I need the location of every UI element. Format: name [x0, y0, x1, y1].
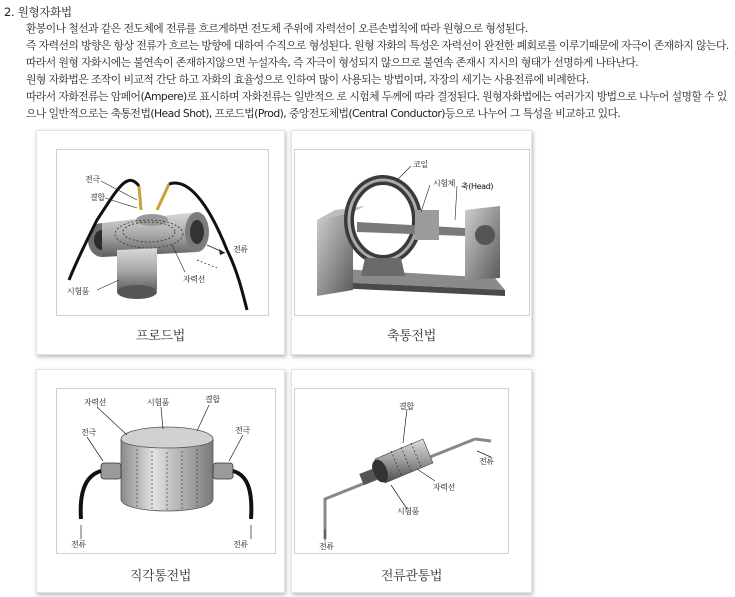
prod-label-current: 전류 [233, 245, 248, 254]
figure-headshot-caption: 축통전법 [386, 329, 437, 344]
figure-central [291, 369, 532, 593]
direct-label-flux: 자력선 [84, 398, 106, 407]
direct-label-specimen: 시험품 [147, 398, 169, 407]
direct-label-current-left: 전류 [71, 540, 86, 549]
figure-prod-caption: 프로드법 [135, 329, 186, 344]
paragraph-4: 원형 자화법은 조작이 비교적 간단 하고 자화의 효율성으로 인하여 많이 사용되는 방법이며, 자장의 세기는 사용전류에 비례한다. [26, 73, 589, 86]
figure-headshot [291, 130, 532, 355]
direct-label-electrode-right: 전극 [235, 426, 250, 435]
central-illustration [295, 389, 508, 553]
paragraph-6: 으나 일반적으로는 축통전법(Head Shot), 프로드법(Prod), 중앙전도체법(Central Conductor)등으로 나누어 그 특성을 비교하고 있다. [26, 107, 621, 120]
prod-label-flux: 자력선 [183, 275, 205, 284]
headshot-label-specimen: 시험체 [433, 179, 455, 188]
figure-headshot-frame [294, 149, 530, 316]
headshot-label-coil: 코일 [413, 160, 428, 169]
prod-label-clamp: 결합 [90, 193, 105, 202]
paragraph-1: 환봉이나 철선과 같은 전도체에 전류를 흐르게하면 전도체 주위에 자력선이 오른손법칙에 따라 원형으로 형성된다. [26, 22, 528, 35]
headshot-label-head: 축(Head) [461, 182, 494, 191]
paragraph-5: 따라서 자화전류는 암페어(Ampere)로 표시하며 자화전류는 일반적으 로 시험체 두께에 따라 결정된다. 원형자화법에는 여러가지 방법으로 나누어 설명할 수 있 [26, 90, 727, 103]
figure-prod [36, 130, 285, 355]
figure-direct-caption: 직각통전법 [129, 569, 192, 584]
central-label-current-right: 전류 [479, 457, 494, 466]
figure-prod-frame [56, 149, 269, 316]
figure-direct [36, 369, 285, 593]
headshot-illustration [295, 150, 529, 315]
direct-label-current-right: 전류 [233, 540, 248, 549]
section-heading: 2. 원형자화법 [4, 5, 72, 19]
central-label-current-left: 전류 [319, 542, 334, 551]
direct-label-clamp: 결합 [205, 395, 220, 404]
prod-label-specimen: 시험품 [67, 287, 89, 296]
central-label-flux: 자력선 [433, 483, 455, 492]
paragraph-3: 따라서 원형 자화시에는 불연속이 존재하지않으면 누설자속, 즉 자극이 형성되지 않으므로 불연속 존재시 지시의 형태가 선명하게 나타난다. [26, 56, 639, 69]
direct-label-electrode-left: 전극 [81, 428, 96, 437]
paragraph-2: 즉 자력선의 방향은 항상 전류가 흐르는 방향에 대하여 수직으로 형성된다. 원형 자화의 특성은 자력선이 완전한 폐회로를 이루기때문에 자극이 존재하지 않는다. [26, 39, 729, 52]
central-label-specimen: 시험품 [397, 507, 419, 516]
direct-illustration [57, 389, 275, 553]
figure-central-frame [294, 388, 509, 554]
central-label-clamp: 결합 [399, 402, 414, 411]
prod-label-electrode: 전극 [85, 175, 100, 184]
figure-central-caption: 전류관통법 [380, 569, 443, 584]
figure-direct-frame [56, 388, 276, 554]
